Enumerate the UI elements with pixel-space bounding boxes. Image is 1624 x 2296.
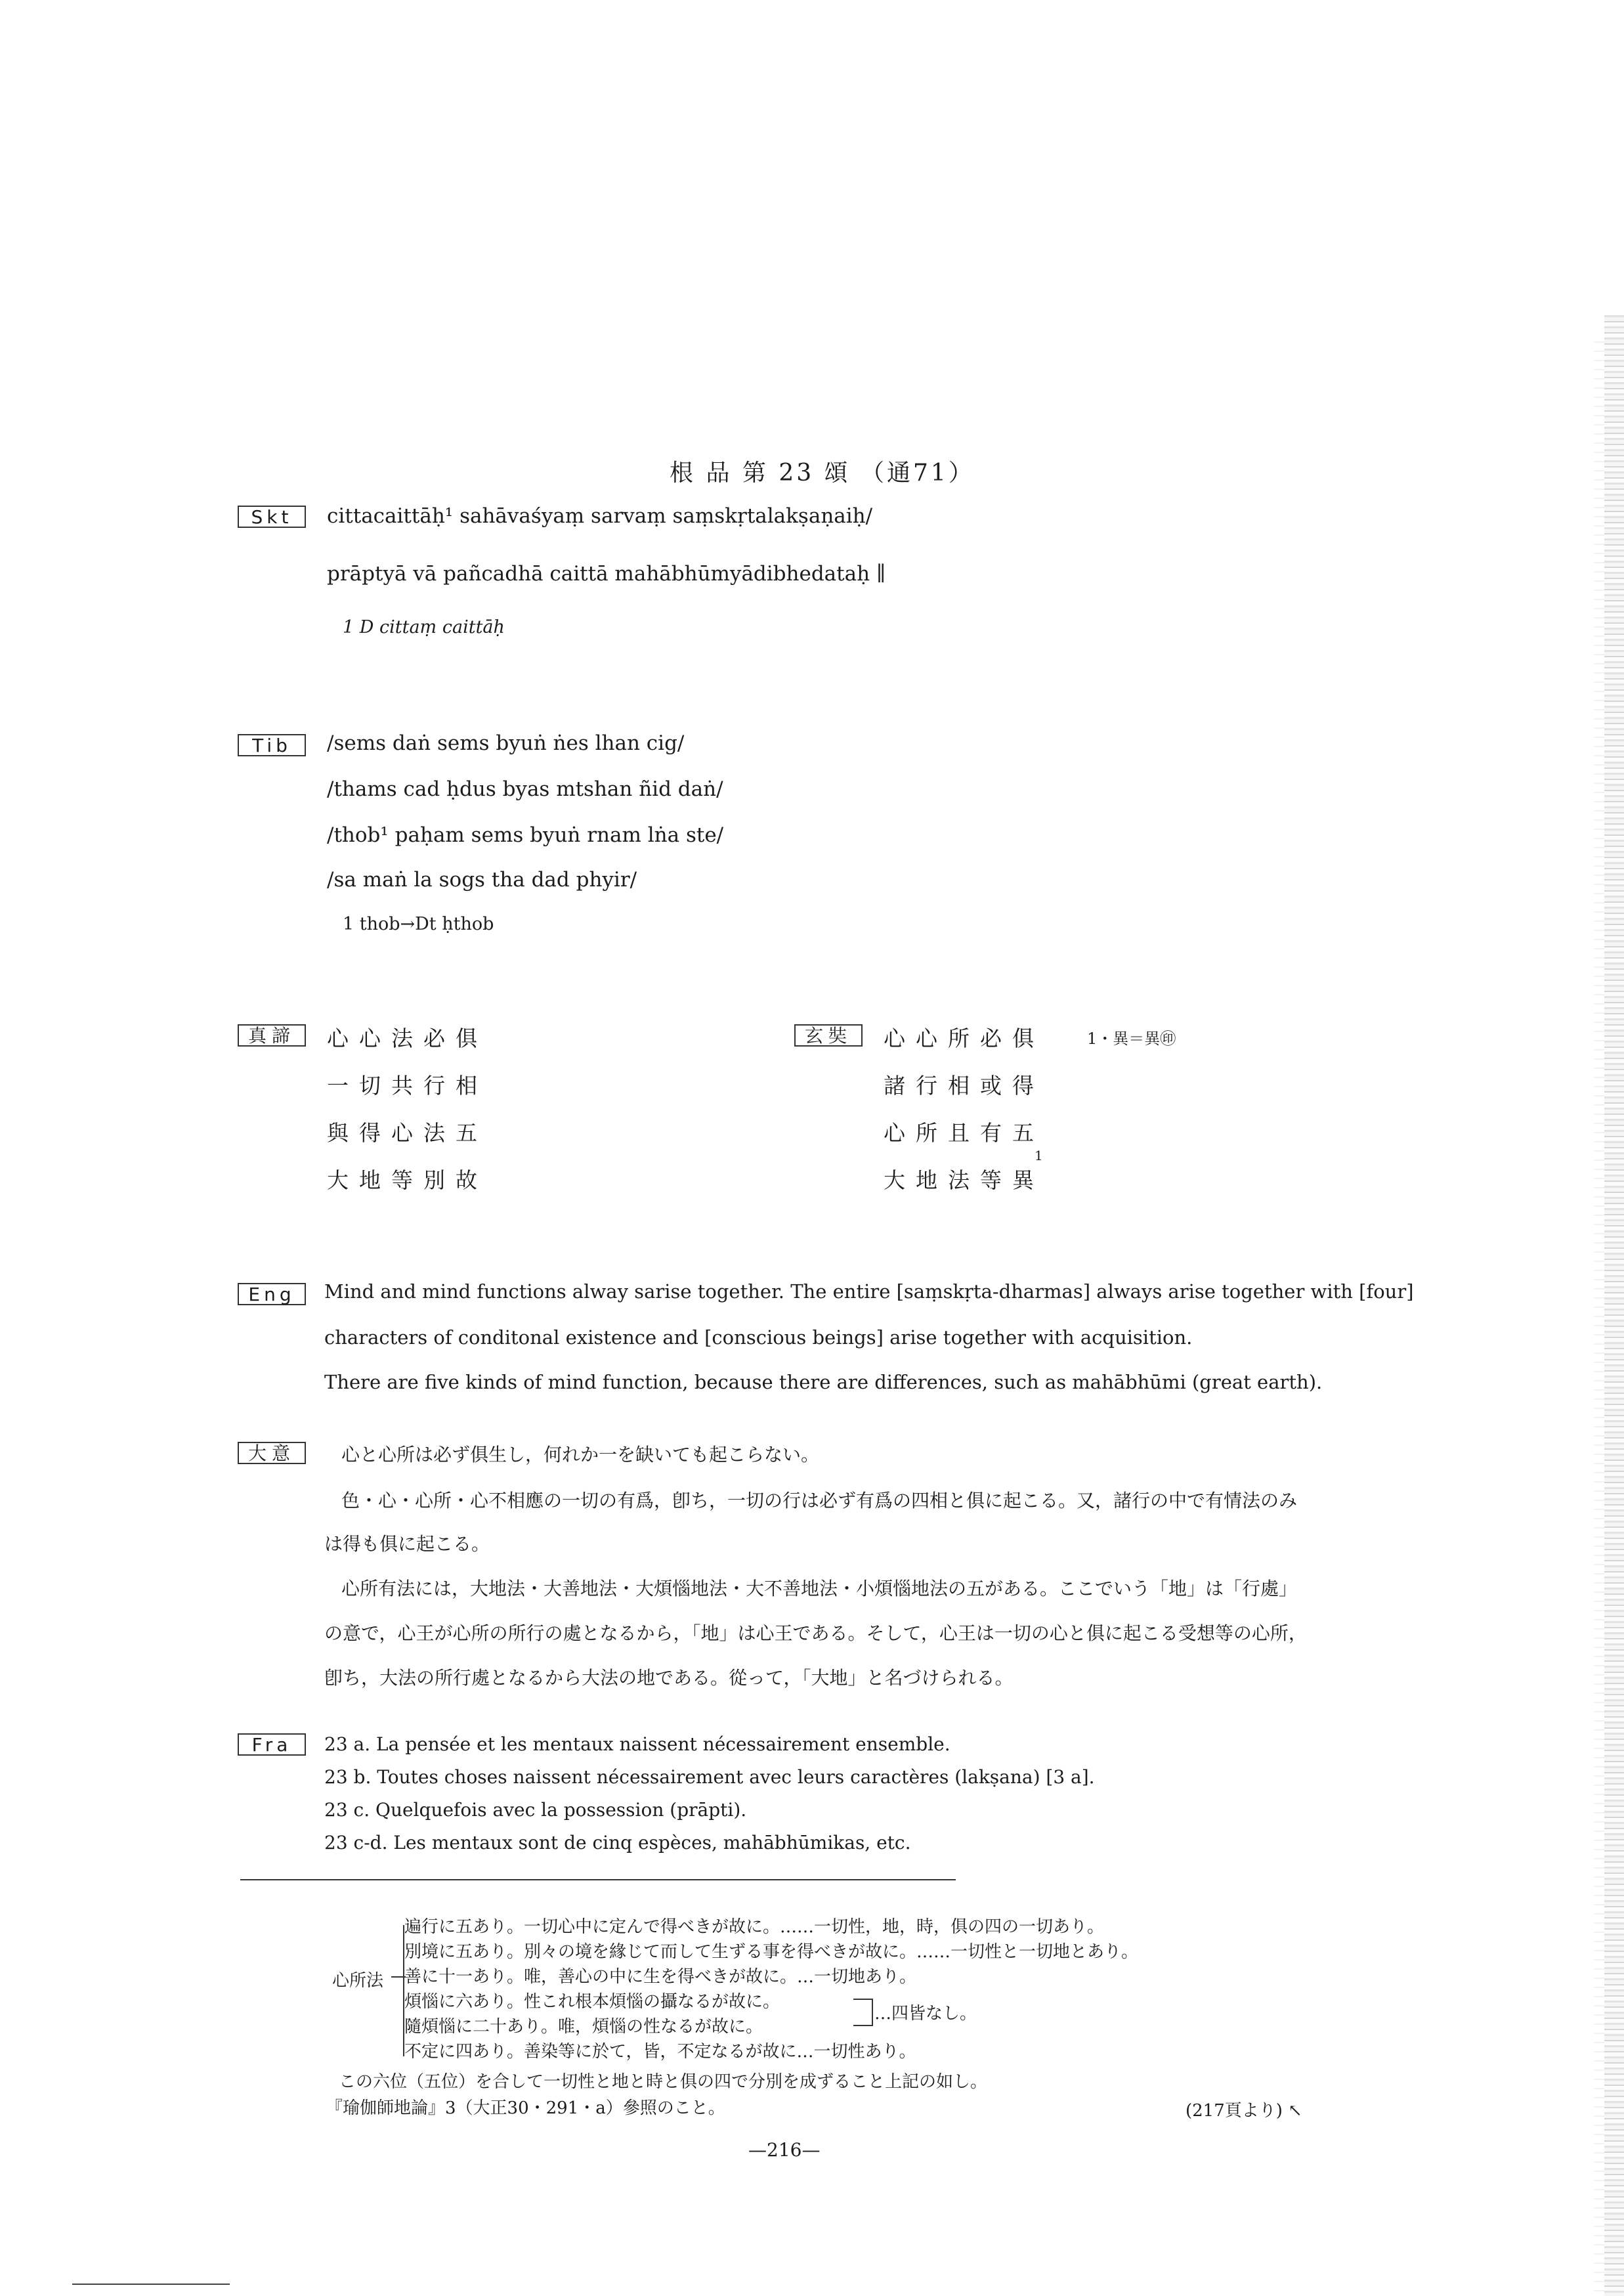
- tib-line-1: /sems daṅ sems byuṅ ṅes lhan cig/: [327, 731, 685, 755]
- scan-edge-texture: [1604, 315, 1624, 2296]
- tib-footnote: 1 thob→Dt ḥthob: [343, 914, 494, 934]
- fra-line-1: 23 a. La pensée et les mentaux naissent nécessairement ensemble.: [324, 1733, 951, 1755]
- page-number: —216—: [748, 2139, 821, 2161]
- tib-line-4: /sa maṅ la sogs tha dad phyir/: [327, 868, 637, 892]
- xuanzang-variant-note: 1・異＝異㊞: [1087, 1029, 1176, 1048]
- section-tag-skt: Skt: [238, 506, 306, 528]
- skt-footnote: 1 D cittaṃ caittāḥ: [343, 617, 505, 638]
- section-tag-xuanzang: 玄奘: [794, 1024, 863, 1047]
- notes-root-label: 心所法: [332, 1971, 384, 1991]
- tib-line-2: /thams cad ḥdus byas mtshan ñid daṅ/: [327, 777, 723, 801]
- notes-branch-5: 隨煩惱に二十あり。唯，煩惱の性なるが故に。: [404, 2017, 763, 2037]
- xuanzang-line-4: 大地法等異: [884, 1167, 1044, 1193]
- skt-line-2: prāptyā vā pañcadhā caittā mahābhūmyādibhedataḥ ∥: [327, 562, 886, 586]
- zhendi-line-1: 心心法必俱: [327, 1026, 488, 1051]
- eng-line-2: characters of conditonal existence and [conscious beings] arise together with acquisition.: [324, 1326, 1193, 1349]
- notes-root-connector: [391, 1976, 406, 1978]
- jp-line-3: は得も俱に起こる。: [324, 1533, 490, 1555]
- zhendi-line-3: 與得心法五: [327, 1120, 488, 1146]
- notes-closing-1: この六位（五位）を合して一切性と地と時と俱の四で分別を成ずること上記の如し。: [339, 2072, 988, 2092]
- xuanzang-line-2: 諸行相或得: [884, 1073, 1044, 1098]
- notes-closing-2: 『瑜伽師地論』3（大正30・291・a）參照のこと。: [326, 2098, 725, 2118]
- section-tag-zhendi: 真諦: [238, 1024, 306, 1047]
- zhendi-line-4: 大地等別故: [327, 1167, 488, 1193]
- xuanzang-superscript: 1: [1035, 1148, 1043, 1163]
- jp-line-6: 卽ち，大法の所行處となるから大法の地である。從って，「大地」と名づけられる。: [324, 1667, 1014, 1689]
- jp-line-5: の意で，心王が心所の所行の處となるから，「地」は心王である。そして，心王は一切の心と俱に起こる受想等の心所，: [324, 1622, 1307, 1644]
- section-tag-jp: 大意: [238, 1442, 306, 1464]
- jp-line-1: 心と心所は必ず俱生し，何れか一を缺いても起こらない。: [341, 1444, 820, 1465]
- footnote-separator: [240, 1879, 956, 1880]
- zhendi-line-2: 一切共行相: [327, 1073, 488, 1098]
- scan-edge-texture-inner: [1594, 341, 1604, 2291]
- fra-line-3: 23 c. Quelquefois avec la possession (prāpti).: [324, 1799, 747, 1821]
- page-title: 根 品 第 23 頌 （通71）: [670, 460, 975, 487]
- fra-line-2: 23 b. Toutes choses naissent nécessairement avec leurs caractères (lakṣana) [3 a].: [324, 1766, 1095, 1788]
- notes-join-bracket: [853, 1999, 873, 2026]
- jp-line-2: 色・心・心所・心不相應の一切の有爲，卽ち，一切の行は必ず有爲の四相と俱に起こる。又，諸行の中で有情法のみ: [341, 1490, 1298, 1511]
- fra-line-4: 23 c-d. Les mentaux sont de cinq espèces, mahābhūmikas, etc.: [324, 1832, 911, 1853]
- notes-bracket-note: …四皆なし。: [874, 2004, 977, 2024]
- scan-edge-line: [72, 2284, 230, 2285]
- notes-branch-4: 煩惱に六あり。性これ根本煩惱の攝なるが故に。: [404, 1992, 780, 2012]
- eng-line-1: Mind and mind functions alway sarise together. The entire [saṃskṛta-dharmas] always arise together with [four]: [324, 1280, 1414, 1303]
- xuanzang-line-1: 心心所必俱: [884, 1026, 1044, 1051]
- notes-branch-3: 善に十一あり。唯，善心の中に生を得べきが故に。…一切地あり。: [404, 1967, 917, 1987]
- notes-branch-6: 不定に四あり。善染等に於て，皆，不定なるが故に…一切性あり。: [404, 2042, 916, 2062]
- jp-line-4: 心所有法には，大地法・大善地法・大煩惱地法・大不善地法・小煩惱地法の五がある。ここでいう「地」は「行處」: [341, 1578, 1298, 1599]
- tib-line-3: /thob¹ paḥam sems byuṅ rnam lṅa ste/: [327, 823, 724, 847]
- section-tag-fra: Fra: [238, 1733, 306, 1756]
- skt-line-1: cittacaittāḥ¹ sahāvaśyaṃ sarvaṃ saṃskṛtalakṣaṇaiḥ/: [327, 504, 873, 528]
- eng-line-3: There are five kinds of mind function, because there are differences, such as mahābhūmi (great earth).: [324, 1371, 1323, 1393]
- section-tag-tib: Tib: [238, 734, 306, 756]
- notes-branch-1: 遍行に五あり。一切心中に定んで得べきが故に。……一切性，地，時，俱の四の一切あり。: [404, 1917, 1105, 1937]
- notes-page-reference: (217頁より) ↖: [1186, 2101, 1302, 2121]
- section-tag-eng: Eng: [238, 1283, 306, 1305]
- notes-branch-2: 別境に五あり。別々の境を緣じて而して生ずる事を得べきが故に。……一切性と一切地とあり。: [404, 1942, 1139, 1962]
- xuanzang-line-3: 心所且有五: [884, 1120, 1044, 1146]
